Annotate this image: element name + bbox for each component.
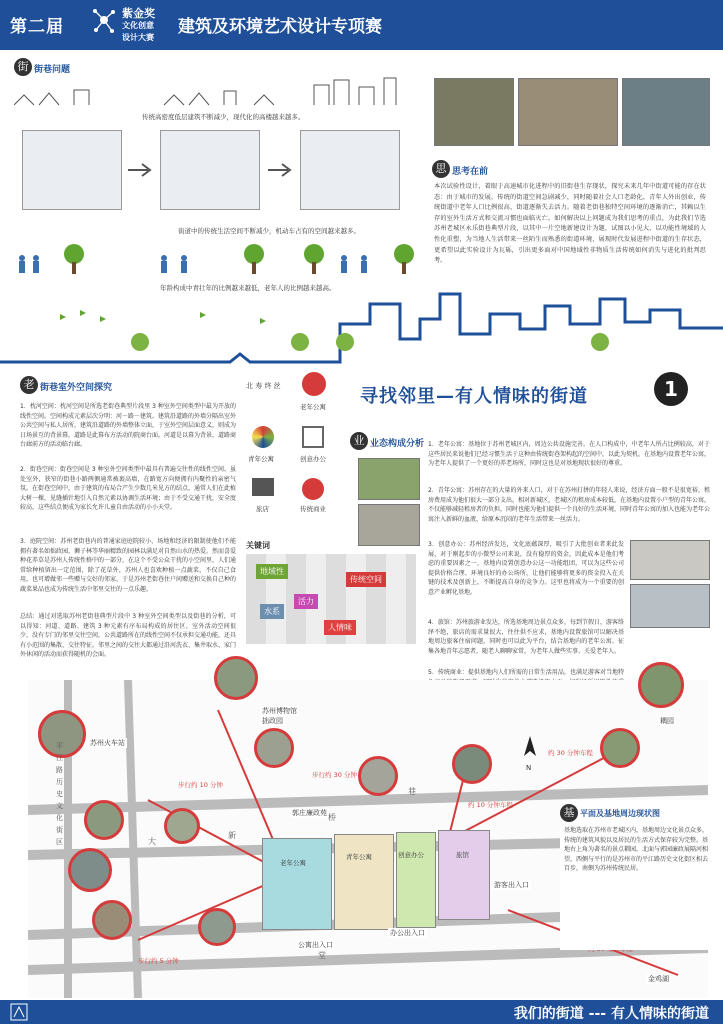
award-name — [122, 8, 155, 44]
site-text: 基地选取在苏州市老城区内，基地周边文化景点众多，传统的建筑风貌以及居民的生活方式保存较为完整。基地右上角为著名的景点耦园，北面与郭园廉政展隔河相望，西侧与平行的是苏州市的平江路历史文化街区相去百步，南侧为苏州传统民居。 — [564, 827, 709, 873]
lane-summary: 总结：通过对选取苏州老街巷典型片段中 3 种室外空间类型以及街巷的分析，可以得知：河道、道路、建筑 3 种元素有序布局构成的居住区，室外活动空间很少，没有专门的邻里交往空间，公共道路所在的线性空间不仅承担交通功能，还具有小范围的集散、交往特征。邻里之间的交往大都通过沿河洗衣、集井取水、家门外休闲的活动而获得随机的会面。 — [20, 613, 237, 659]
keywords-title: 关键词 — [246, 541, 270, 550]
label-office-entrance: 办公出入口 — [390, 929, 425, 937]
photo-hotel — [630, 584, 710, 628]
arrow-right-icon — [128, 162, 154, 178]
label-jinji-lake: 金鸡湖 — [648, 975, 669, 983]
photo-street-5 — [164, 808, 200, 844]
thinking-text: 本次试验性设计，着眼于高速城市化进程中的旧街巷生存现状，探究未来几年中街道可能的存在状态：由于城市的发展，传统的街道空间急剧减少，同时随着社会人口老龄化，青年人外出创业，传统街道中老年人口比例很高，街道逐渐失去活力。随着老街巷独特空间环境的逐渐消亡，其赖以生存的室外生活方式和交流习惯也面临灭亡。如何解决以上问题成为我们思考的重点，为此我们节选苏州老城区永乐街巷典型片段，以其中一片空地新建设计为题，试图以小见大，以功能性境域的人性化重塑，为当地人生活带来一丝陌生而熟悉的街道环境，展现时代发展进程中街道的生存状态，更希望以此实验设计为瓦砾，引出更多面对中国地域性非物质生活传统如何消失与进化的批判思考。 — [434, 183, 706, 265]
legend-commerce: 传统商业 — [300, 505, 326, 513]
north-arrow-icon — [522, 736, 538, 762]
lane-text-2: 2．街巷空间：街巷空间是 3 种室外空间类型中最具有普遍交往性的线性空间。虽处室外，狭窄的街巷小路两侧通常被裹高墙，在路宽方向便拥有内聚性的亲密气氛。在街巷空间中，由于建筑的布局合产生少数几米见方的结点，通常人们在此植大树一棵，见缝插针地引入自然元素以协调生活环境；由于不受交通干扰，安全度较高，这些结点便成为家长允许儿童自由活动的小小天堂。 — [20, 466, 237, 512]
photo-street-1 — [84, 800, 124, 840]
street-plan-3 — [300, 130, 400, 210]
photo-office — [630, 540, 710, 580]
label-hotel: 旅馆 — [456, 851, 469, 859]
skyline-sketch — [14, 75, 424, 110]
legend-glyphs: 北 寿 终 丝 — [246, 382, 281, 390]
footer-logo-icon — [10, 1003, 28, 1021]
walk-3: 步行约 5 分钟 — [138, 957, 179, 965]
footer-bar — [0, 1000, 723, 1024]
label-guo-garden: 郭庄廉政苑 — [292, 809, 327, 817]
block-youth — [334, 834, 394, 930]
walk-1: 步行约 30 分钟 — [312, 771, 357, 779]
photo-ou-garden-2 — [600, 728, 640, 768]
func-text-5: 5．传统商业：提供基地内人们所需的日常生活用品，也满足游客对当地特 — [428, 669, 624, 676]
label-apartment-entrance: 公寓出入口 — [298, 941, 333, 949]
label-humble-garden: 拙政园 — [262, 717, 283, 725]
section-badge-icon: 街 — [14, 58, 32, 76]
label-museum: 苏州博物馆 — [262, 707, 297, 715]
photo-street-4 — [198, 908, 236, 946]
people-silhouettes — [14, 240, 424, 280]
main-title: 寻找邻里—有人情味的街道 — [360, 386, 588, 407]
photo-riverside-women — [518, 78, 618, 146]
caption-buildings: 传统高密度低层建筑不断减少，现代化的高楼越来越多。 — [142, 113, 305, 121]
photo-canal-boat — [622, 78, 710, 146]
main-number: 1 — [654, 372, 688, 406]
photo-humble-garden — [254, 728, 294, 768]
function-legend — [244, 370, 344, 520]
section-badge-icon: 业 — [350, 432, 368, 450]
keyword-2: 传统空间 — [346, 572, 386, 587]
section-badge-icon: 思 — [432, 160, 450, 178]
lane-text-3: 3．庭院空间：苏州老街巷内的普通家庭庭院较小，场地和经济的限制使他们不能拥有著名如拙政园、狮子林等华丽精致的园林以满足对自然山水的热爱。然而喜爱种花养草是苏州人传统性格中的一部分，在这个不受公众干扰的小空间里，人们通常给种植留出一定范围，除了花草外，苏州人也喜欢种植一点蔬菜，不仅自己食用，也可增做邻一些赠与交好的邻家。于是苏州老街巷住户间赠送和交换自己种的蔬菜果品也成为传统生活中邻里交往的一点乐趣。 — [20, 538, 237, 593]
site-title: 平面及基地周边现状图 — [580, 809, 660, 818]
photo-ou-garden — [638, 662, 684, 708]
drive-1: 约 30 分钟车程 — [548, 749, 593, 757]
street-plan-2 — [160, 130, 260, 210]
photo-museum — [214, 656, 258, 700]
keyword-3: 活力 — [294, 594, 318, 609]
youth-apartment-icon — [252, 426, 274, 448]
label-office: 创意办公 — [398, 851, 424, 859]
keyword-cloud — [246, 554, 416, 644]
road-da: 大 — [148, 837, 156, 846]
legend-elder: 老年公寓 — [300, 403, 326, 411]
block-office — [396, 832, 436, 928]
award-line-1: 紫金奖 — [122, 7, 155, 20]
label-station: 苏州火车站 — [90, 739, 125, 747]
commerce-icon — [302, 478, 324, 500]
street-plan-1 — [22, 130, 122, 210]
arrow-right-icon — [268, 162, 294, 178]
section-badge-icon: 基 — [560, 804, 578, 822]
label-visitor-entrance: 游客出入口 — [494, 881, 529, 889]
block-hotel — [438, 830, 490, 920]
caption-vehicles: 街道中的传统生活空间不断减少，机动车占有的空间越来越多。 — [178, 227, 360, 235]
func-text-4: 4．旅馆：苏州旅游业发达，所选基地周边景点众多，每到节假日，游客络绎不绝，旅店的需求量很大，往往供不应求，基地内设置旅馆可以解决基地周边旅客住宿问题，同时也可以此为平台，结合基地内的老年公寓、征集各地青年志愿者，随老人聊聊家常，为老年人做些实事、关爱老年人。 — [428, 619, 624, 655]
walk-2: 步行约 10 分钟 — [178, 781, 223, 789]
caption-ageing: 年龄构成中青壮年的比例越来越低，老年人的比例越来越高。 — [160, 284, 336, 292]
photo-function-1 — [358, 458, 420, 500]
lane-text-1: 1．枕河空间：枕河空间是所选老街巷典型片段里 3 种室外空间类型中最为开放的线性空间。空间构成元素层次分明：河－路－建筑。建筑沿道路的外墙分隔出室外公共空间与私人居所，建筑沿道路的外墙整体立面，于室外空间层面意义，则成为日场景互的背景幕，道路是此幕布方活动的院商台面。河道是以幕为背景，道路商台廊前方的活动临台廊。 — [20, 403, 237, 449]
elder-apartment-icon — [302, 372, 326, 396]
func-text-1: 1．老年公寓：基地位于苏州老城区内，周边公共设施完善。在人口构成中，中老年人所占比例较高，对于这些居民来说他们已经习惯生活于这种由传统街巷架构起的空间中，以此为契机，在基地内设置老年公寓，为老年人提供了一个更好的养老场所，同时这也是对基地现状很好的尊重。 — [428, 441, 711, 468]
edition-label: 第二届 — [10, 17, 64, 37]
label-ou-garden: 耦园 — [660, 717, 674, 725]
road-xiang: 巷 — [408, 787, 416, 796]
header-bar — [0, 0, 723, 50]
photo-old-street — [434, 78, 514, 146]
photo-street-2 — [68, 848, 112, 892]
legend-office: 创意办公 — [300, 455, 326, 463]
func-text-2: 2．青年公寓：苏州存在的大量的外来人口，对于在苏州打拼的年轻人来说，经济方面一般不是很宽裕，租房费用成为他们很大一部分支出。相对新城区，老城区的租房成本较低，在基地内设置小户型的青年公寓，不仅能够减轻租房者的负担，同时也能为他们提供一个良好的生活环境，同时青年公寓的加入也能为老年公寓注入新鲜的血液，给原本沉闷的老年生活带来一丝活力。 — [428, 487, 711, 523]
road-tang: 堂 — [318, 951, 326, 960]
photo-function-2 — [358, 504, 420, 546]
label-youth: 青年公寓 — [346, 853, 372, 861]
block-elder — [262, 838, 332, 930]
func-text-3: 3．创意办公：苏州经济发达，文化底蕴深厚，吸引了大批创业者来此发展，对于刚起步的小微型公司来说，没有稳厚的资金，因此成本是他们考虑的重要因素之一，基地内设置创意办公这一功能组团，可以为这些公司提供价格合理、环境良好的办公场所，让他们能够将更多的资金投入在关键的技术及创新上，不断提高自身的竞争力。这里也将成为一个重要的创意产业孵化基地。 — [428, 541, 624, 596]
award-line-2: 文化创意 — [122, 21, 154, 30]
city-skyline — [0, 284, 723, 374]
photo-canal — [452, 744, 492, 784]
keyword-1: 地域性 — [256, 564, 288, 579]
keyword-5: 人情味 — [324, 620, 356, 635]
lane-title: 街巷室外空间探究 — [40, 383, 113, 393]
footer-title: 我们的街道 --- 有人情味的街道 — [513, 1006, 709, 1022]
photo-street-3 — [92, 900, 132, 940]
keyword-4: 水系 — [260, 604, 284, 619]
award-logo-icon — [90, 6, 118, 40]
legend-hotel: 旅店 — [256, 505, 269, 513]
label-pingjiang: 平江路历史文化街区 — [56, 742, 63, 846]
site-plan — [262, 830, 492, 938]
photo-lane — [358, 756, 398, 796]
legend-youth: 青年公寓 — [248, 455, 274, 463]
label-elder: 老年公寓 — [280, 859, 306, 867]
hotel-icon — [252, 478, 274, 496]
road-xin: 新 — [228, 831, 236, 840]
func-title: 业态构成分析 — [370, 439, 425, 449]
road-qiao: 桥 — [328, 813, 336, 822]
problems-title: 街巷问题 — [34, 65, 71, 75]
thinking-title: 思考在前 — [452, 167, 489, 177]
drive-2: 约 10 分钟车程 — [468, 801, 513, 809]
north-label: N — [526, 764, 532, 772]
office-icon — [302, 426, 324, 448]
award-line-3: 设计大赛 — [122, 33, 154, 42]
section-badge-icon: 老 — [20, 376, 38, 394]
site-text-box — [560, 800, 710, 950]
competition-subtitle: 建筑及环境艺术设计专项赛 — [178, 17, 382, 37]
